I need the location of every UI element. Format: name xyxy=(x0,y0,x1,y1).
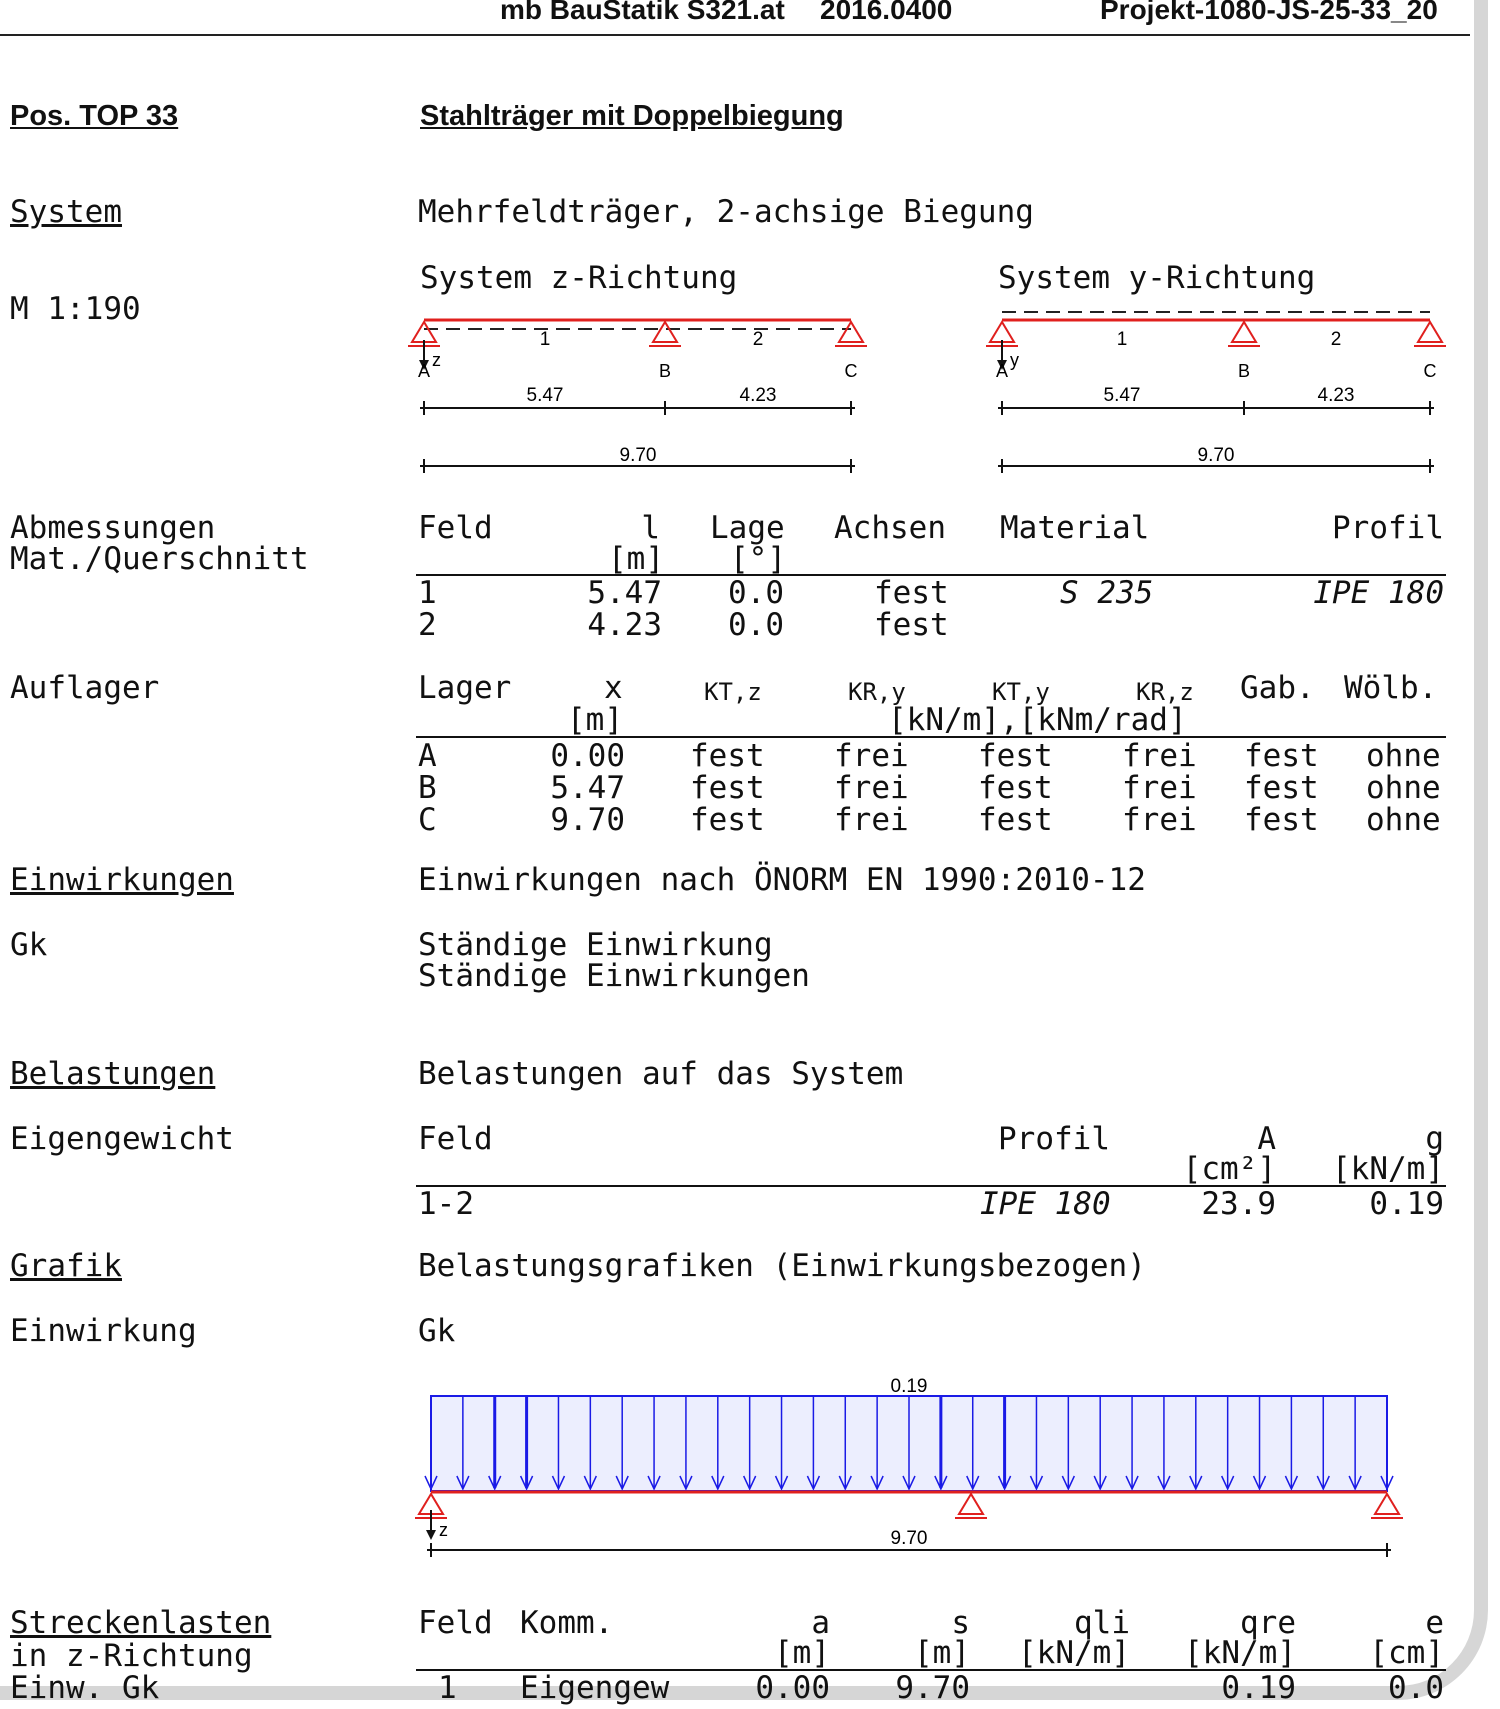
axis-z-label: z xyxy=(432,350,441,370)
span-label-2-z: 2 xyxy=(752,329,764,350)
selfweight-header-a: A xyxy=(1257,1121,1276,1157)
load-length-label: 9.70 xyxy=(890,1528,928,1549)
supports-cell-lager: C xyxy=(418,802,437,838)
loads-label: Belastungen xyxy=(10,1056,216,1092)
dims-cell-achsen: fest xyxy=(874,607,949,643)
selfweight-header-g: g xyxy=(1425,1121,1444,1157)
lineloads-unit-qre: [kN/m] xyxy=(1184,1635,1296,1671)
supports-header-kry: KR,y xyxy=(848,678,906,706)
dims-header-profil: Profil xyxy=(1332,510,1444,546)
selfweight-header-feld: Feld xyxy=(418,1121,493,1157)
lineloads-cell-a: 0.00 xyxy=(755,1670,830,1706)
supports-cell-x: 5.47 xyxy=(550,770,625,806)
dims-cell-lage: 0.0 xyxy=(728,607,784,643)
supports-header-krz: KR,z xyxy=(1136,678,1194,706)
load-value-label: 0.19 xyxy=(890,1376,928,1397)
lineloads-cell-feld: 1 xyxy=(438,1670,457,1706)
load-axis-arrowhead xyxy=(426,1530,436,1540)
pos-label: Pos. TOP 33 xyxy=(10,100,179,132)
dims-cell-achsen: fest xyxy=(874,575,949,611)
dims-label-2: Mat./Querschnitt xyxy=(10,541,309,577)
support-label-c-y: C xyxy=(1423,361,1437,381)
lineloads-header-s: s xyxy=(951,1605,970,1641)
load-graphic xyxy=(0,1370,1500,1570)
system-z-diagram xyxy=(408,320,867,473)
supports-cell-kry: frei xyxy=(834,770,909,806)
software-name: mb BauStatik S321.at xyxy=(500,0,785,25)
span-label-1-y: 1 xyxy=(1116,329,1128,350)
load-support-b xyxy=(955,1494,987,1518)
dims-header-lage: Lage xyxy=(710,510,785,546)
dims-header-material: Material xyxy=(1000,510,1150,546)
support-label-a-y: A xyxy=(995,361,1009,381)
supports-cell-krz: frei xyxy=(1122,802,1197,838)
supports-cell-gab: fest xyxy=(1244,738,1319,774)
selfweight-rule xyxy=(416,1185,1446,1187)
load-axis-label: z xyxy=(439,1520,448,1540)
lineloads-header-qre: qre xyxy=(1240,1605,1296,1641)
graphic-text: Belastungsgrafiken (Einwirkungsbezogen) xyxy=(418,1248,1146,1284)
project-name: Projekt-1080-JS-25-33_20 xyxy=(1100,0,1438,25)
loads-text: Belastungen auf das System xyxy=(418,1056,904,1092)
supports-cell-lager: A xyxy=(418,738,437,774)
graphic-action-label: Einwirkung xyxy=(10,1313,197,1349)
supports-cell-krz: frei xyxy=(1122,738,1197,774)
span-label-2-y: 2 xyxy=(1330,329,1342,350)
lineloads-unit-a: [m] xyxy=(774,1635,830,1671)
lineloads-label: Streckenlasten xyxy=(10,1605,272,1641)
axis-y-label: y xyxy=(1010,350,1019,370)
graphic-label: Grafik xyxy=(10,1248,122,1284)
lineloads-label-3: Einw. Gk xyxy=(10,1670,160,1706)
support-b-z xyxy=(649,322,681,346)
support-label-b-y: B xyxy=(1237,361,1251,381)
supports-cell-woelb: ohne xyxy=(1366,802,1441,838)
support-label-a-z: A xyxy=(417,361,431,381)
selfweight-unit-a: [cm²] xyxy=(1182,1151,1276,1187)
lineloads-header-a: a xyxy=(811,1605,830,1641)
selfweight-cell-profil: IPE 180 xyxy=(980,1186,1111,1222)
system-description: Mehrfeldträger, 2-achsige Biegung xyxy=(418,194,1034,230)
support-label-c-z: C xyxy=(844,361,858,381)
span-length-2-y: 4.23 xyxy=(1317,385,1355,406)
dims-unit-lage: [°] xyxy=(730,541,786,577)
lineloads-header-komm: Komm. xyxy=(520,1605,614,1641)
span-length-1-y: 5.47 xyxy=(1103,385,1141,406)
lineloads-unit-s: [m] xyxy=(914,1635,970,1671)
dims-cell-l: 5.47 xyxy=(587,575,662,611)
graphic-action: Gk xyxy=(418,1313,456,1349)
software-version: 2016.0400 xyxy=(820,0,953,25)
supports-header-ktz: KT,z xyxy=(704,678,762,706)
selfweight-cell-feld: 1-2 xyxy=(418,1186,474,1222)
dims-cell-lage: 0.0 xyxy=(728,575,784,611)
supports-header-x: x xyxy=(604,670,623,706)
system-y-title: System y-Richtung xyxy=(998,260,1316,296)
supports-cell-gab: fest xyxy=(1244,802,1319,838)
supports-cell-ktz: fest xyxy=(690,770,765,806)
total-length-z: 9.70 xyxy=(619,445,657,466)
selfweight-header-profil: Profil xyxy=(998,1121,1110,1157)
dims-unit-l: [m] xyxy=(608,541,664,577)
dims-header-feld: Feld xyxy=(418,510,493,546)
span-label-1-z: 1 xyxy=(539,329,551,350)
supports-cell-woelb: ohne xyxy=(1366,770,1441,806)
supports-cell-ktz: fest xyxy=(690,738,765,774)
dims-cell-profil: IPE 180 xyxy=(1313,575,1444,611)
lineloads-cell-qre: 0.19 xyxy=(1221,1670,1296,1706)
dims-label: Abmessungen xyxy=(10,510,216,546)
supports-cell-kty: fest xyxy=(978,770,1053,806)
supports-cell-kty: fest xyxy=(978,738,1053,774)
supports-header-lager: Lager xyxy=(418,670,512,706)
supports-cell-krz: frei xyxy=(1122,770,1197,806)
lineloads-cell-e: 0.0 xyxy=(1388,1670,1444,1706)
total-length-y: 9.70 xyxy=(1197,445,1235,466)
supports-cell-x: 0.00 xyxy=(550,738,625,774)
supports-label: Auflager xyxy=(10,670,160,706)
support-b-y xyxy=(1228,322,1260,346)
lineloads-header-qli: qli xyxy=(1074,1605,1130,1641)
span-length-1-z: 5.47 xyxy=(526,385,564,406)
dims-cell-feld: 2 xyxy=(418,607,437,643)
supports-cell-x: 9.70 xyxy=(550,802,625,838)
system-y-diagram xyxy=(986,312,1446,473)
dims-cell-feld: 1 xyxy=(418,575,437,611)
gk-label: Gk xyxy=(10,927,48,963)
supports-cell-kty: fest xyxy=(978,802,1053,838)
selfweight-cell-a: 23.9 xyxy=(1201,1186,1276,1222)
lineloads-label-2: in z-Richtung xyxy=(10,1638,253,1674)
system-label: System xyxy=(10,194,122,230)
lineloads-cell-komm: Eigengew xyxy=(520,1670,670,1706)
scale-label: M 1:190 xyxy=(10,291,141,327)
supports-header-kty: KT,y xyxy=(992,678,1050,706)
gk-line-2: Ständige Einwirkungen xyxy=(418,958,810,994)
actions-label: Einwirkungen xyxy=(10,862,234,898)
supports-header-gab: Gab. xyxy=(1240,670,1315,706)
lineloads-header-e: e xyxy=(1425,1605,1444,1641)
selfweight-cell-g: 0.19 xyxy=(1369,1186,1444,1222)
supports-header-woelb: Wölb. xyxy=(1344,670,1438,706)
supports-unit-x: [m] xyxy=(567,702,623,738)
dims-cell-material: S 235 xyxy=(1060,575,1154,611)
dims-header-achsen: Achsen xyxy=(834,510,946,546)
dims-cell-l: 4.23 xyxy=(587,607,662,643)
lineloads-unit-qli: [kN/m] xyxy=(1018,1635,1130,1671)
selfweight-label: Eigengewicht xyxy=(10,1121,234,1157)
supports-unit-k: [kN/m],[kNm/rad] xyxy=(888,702,1187,738)
supports-cell-gab: fest xyxy=(1244,770,1319,806)
lineloads-cell-s: 9.70 xyxy=(895,1670,970,1706)
system-z-title: System z-Richtung xyxy=(420,260,738,296)
lineloads-unit-e: [cm] xyxy=(1369,1635,1444,1671)
support-c-y xyxy=(1414,322,1446,346)
supports-cell-woelb: ohne xyxy=(1366,738,1441,774)
pos-title: Stahlträger mit Doppelbiegung xyxy=(420,100,844,132)
selfweight-unit-g: [kN/m] xyxy=(1332,1151,1444,1187)
lineloads-header-feld: Feld xyxy=(418,1605,493,1641)
supports-cell-lager: B xyxy=(418,770,437,806)
actions-text: Einwirkungen nach ÖNORM EN 1990:2010-12 xyxy=(418,862,1146,898)
support-label-b-z: B xyxy=(658,361,672,381)
supports-cell-ktz: fest xyxy=(690,802,765,838)
dims-header-l: l xyxy=(641,510,660,546)
span-length-2-z: 4.23 xyxy=(739,385,777,406)
system-diagrams xyxy=(0,0,1500,480)
gk-line-1: Ständige Einwirkung xyxy=(418,927,773,963)
supports-cell-kry: frei xyxy=(834,738,909,774)
supports-cell-kry: frei xyxy=(834,802,909,838)
support-c-z xyxy=(835,322,867,346)
load-support-c xyxy=(1371,1494,1403,1518)
